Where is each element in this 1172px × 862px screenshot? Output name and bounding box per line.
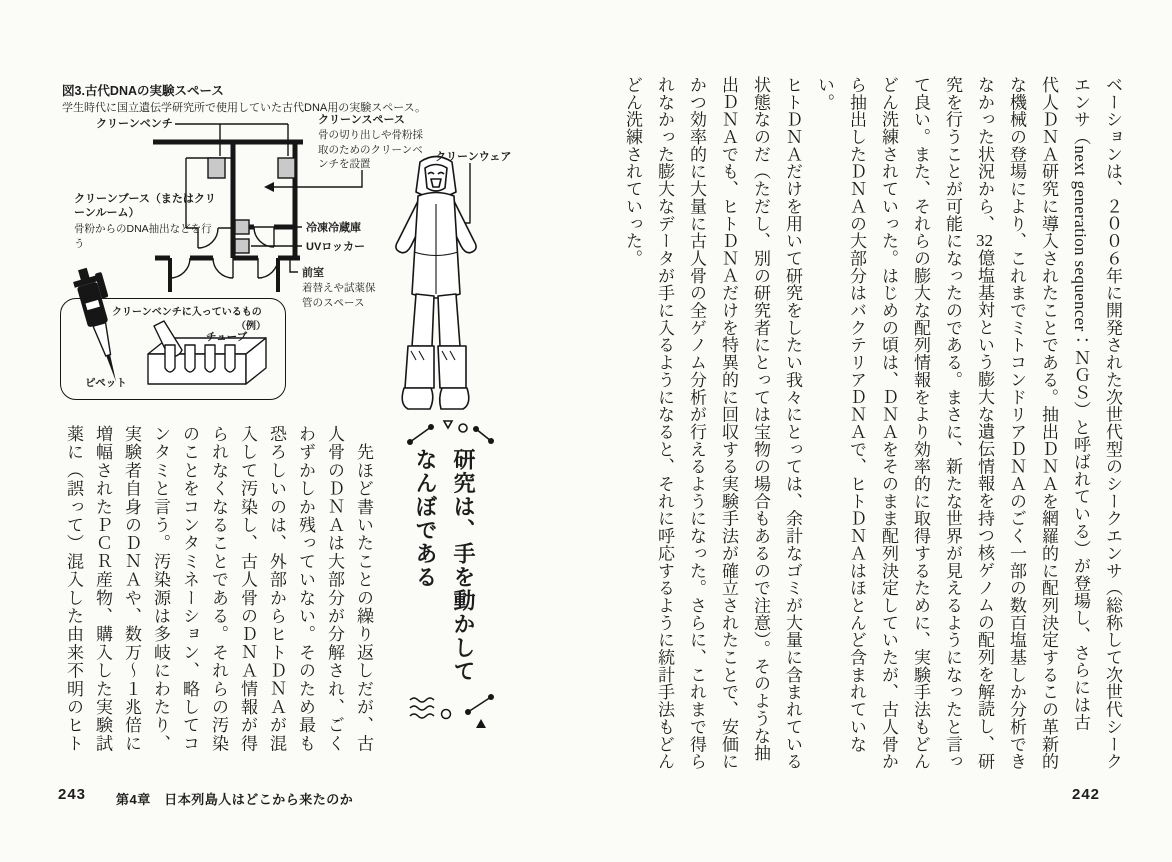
label-clean-wear: クリーンウェア bbox=[435, 151, 512, 163]
label-anteroom-desc: 着替えや試薬保管のスペース bbox=[302, 282, 376, 309]
left-page-body-text bbox=[59, 425, 378, 770]
text-column: エンサ（next generation sequencer：ＮＧＳ）と呼ばれている）が登場し、さらには古 bbox=[1071, 76, 1090, 731]
label-bench-contents: クリーンベンチに入っているもの bbox=[112, 307, 262, 318]
heading-bottom-decoration bbox=[406, 690, 501, 732]
label-clean-space: クリーンスペース bbox=[318, 114, 405, 126]
label-clean-booth: クリーンブース（またはクリーンルーム） bbox=[74, 193, 216, 219]
text-column: ンタミと言う。汚染源は多岐にわたり、 bbox=[151, 425, 170, 753]
label-bench-contents-example: （例） bbox=[236, 321, 266, 332]
heading-line: 研究は、手を動かして bbox=[451, 448, 476, 683]
text-column: 出ＤＮＡでも、ヒトＤＮＡだけを特異的に回収する実験手法が確立されたことで、安価に bbox=[719, 76, 738, 770]
chapter-footer: 第4章 日本列島人はどこから来たのか bbox=[116, 792, 354, 807]
text-column: 先ほど書いたことの繰り返しだが、古 bbox=[354, 425, 373, 753]
text-column: ヒトＤＮＡだけを用いて研究をしたい我々にとっては、余計なゴミが大量に含まれている bbox=[783, 76, 802, 770]
text-column: られなくなることである。それらの汚染 bbox=[209, 425, 228, 753]
text-column: わずかしか残っていない。そのため最も bbox=[296, 425, 315, 753]
label-clean-space-desc: 骨の切り出しや骨粉採取のためのクリーンベンチを設置 bbox=[318, 129, 423, 170]
text-column: 実験者自身のＤＮＡや、数万〜１兆倍に bbox=[122, 425, 141, 753]
section-heading bbox=[406, 448, 482, 688]
text-column: どん洗練されていった。 bbox=[623, 76, 642, 267]
label-tube: チューブ bbox=[206, 331, 248, 343]
label-clean-booth-desc: 骨粉からのDNA抽出などを行う bbox=[74, 223, 212, 250]
text-column: な機械の登場により、これまでミトコンドリアＤＮＡのごく一部の数百塩基しか分析でき bbox=[1007, 76, 1026, 770]
label-freezer: 冷凍冷蔵庫 bbox=[306, 222, 361, 234]
text-column: ら抽出したＤＮＡの大部分はバクテリアＤＮＡで、ヒトＤＮＡはほとんど含まれていない。 bbox=[815, 76, 866, 753]
text-column: 状態なのだ（ただし、別の研究者にとっては宝物の場合もあるので注意）。そのような抽 bbox=[751, 76, 770, 762]
text-column: 代人ＤＮＡ研究に導入されたことである。抽出ＤＮＡを網羅的に配列決定するこの革新的 bbox=[1039, 76, 1058, 770]
label-pipette: ピペット bbox=[85, 377, 127, 389]
text-column: 人骨のＤＮＡは大部分が分解され、ごく bbox=[325, 425, 344, 753]
text-column: て良い。また、それらの膨大な配列情報をより効率的に取得するために、実験手法もどん bbox=[911, 76, 930, 770]
left-page-number: 243 bbox=[58, 786, 87, 803]
label-uv-locker: UVロッカー bbox=[306, 241, 366, 253]
heading-top-decoration bbox=[404, 418, 499, 450]
text-column: かつ効率的に大量に古人骨の全ゲノム分析が行えるようになった。さらに、これまで得ら bbox=[687, 76, 706, 770]
text-column: 増幅されたＰＣＲ産物、購入した実験試 bbox=[93, 425, 112, 753]
text-column: のことをコンタミネーション、略してコ bbox=[180, 425, 199, 753]
text-column: 入して汚染し、古人骨のＤＮＡ情報が得 bbox=[238, 425, 257, 753]
text-column: ベーションは、２００６年に開発された次世代型のシークエンサ（総称して次世代シーク bbox=[1103, 76, 1122, 770]
text-column: どん洗練されていった。はじめの頃は、ＤＮＡをそのまま配列決定していたが、古人骨か bbox=[879, 76, 898, 770]
right-page-number: 242 bbox=[1072, 786, 1101, 803]
clean-suit-person-illustration bbox=[378, 146, 513, 416]
text-column: 恐ろしいのは、外部からヒトＤＮＡが混 bbox=[267, 425, 286, 753]
label-anteroom: 前室 bbox=[302, 267, 324, 279]
text-column: 薬に（誤って）混入した由来不明のヒト bbox=[64, 425, 83, 753]
heading-line: なんぼである bbox=[413, 448, 438, 589]
text-column: なかった状況から、32億塩基対という膨大な遺伝情報を持つ核ゲノムの配列を解読し、研 bbox=[975, 76, 994, 770]
label-clean-bench: クリーンベンチ bbox=[96, 118, 173, 130]
figure-caption: 学生時代に国立遺伝学研究所で使用していた古代DNA用の実験スペース。 bbox=[62, 102, 427, 114]
right-page-body-text bbox=[616, 76, 1128, 770]
text-column: れなかった膨大なデータが手に入るようになると、それに呼応するように統計手法もどん bbox=[655, 76, 674, 770]
figure-title: 図3.古代DNAの実験スペース bbox=[62, 84, 224, 98]
text-column: 究を行うことが可能になったのである。まさに、新たな世界が見えるようになったと言っ bbox=[943, 76, 962, 770]
